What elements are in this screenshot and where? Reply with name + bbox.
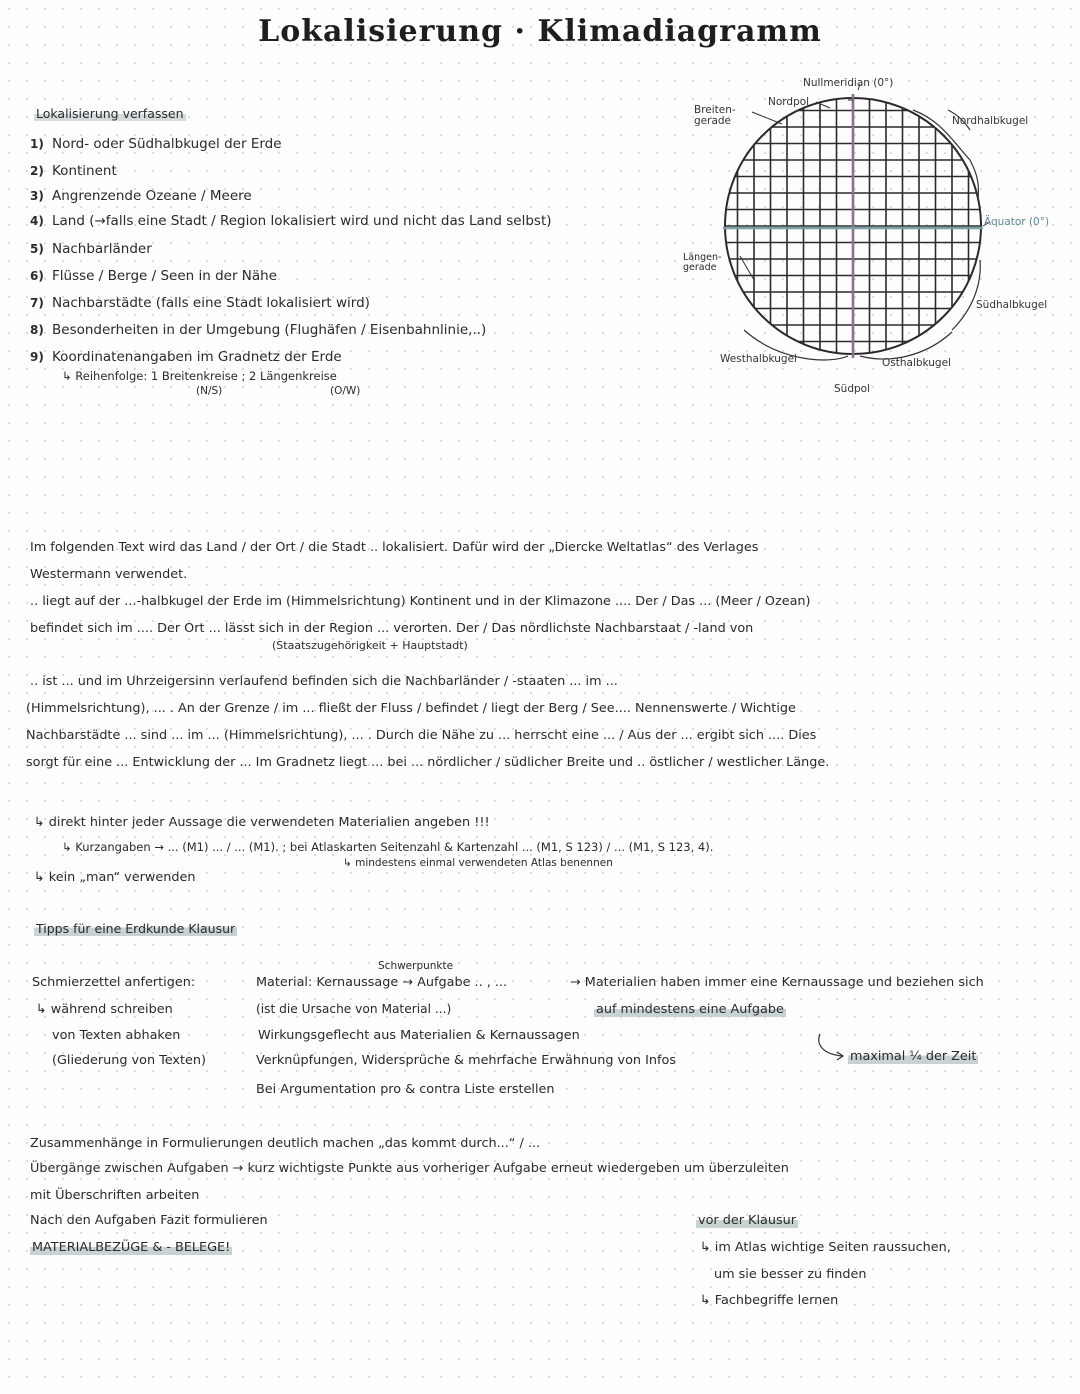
nullmeridian-label: Nullmeridian (0°): [803, 77, 894, 89]
template-line: (Himmelsrichtung), ... . An der Grenze / im ... fließt der Fluss / befindet / liegt der Berg / See.... Nennenswerte / Wichtige: [26, 701, 796, 716]
template-line: (Staatszugehörigkeit + Hauptstadt): [272, 639, 468, 652]
order-ow: (O/W): [330, 385, 361, 397]
list-item: 2) Kontinent: [30, 163, 117, 179]
laengengerade-label: Längen- gerade: [683, 252, 722, 273]
tips-text: Verknüpfungen, Widersprüche & mehrfache Erwähnung von Infos: [256, 1053, 676, 1068]
order-line: ↳ Reihenfolge: 1 Breitenkreise ; 2 Längenkreise: [62, 369, 337, 383]
tips-text: (Gliederung von Texten): [52, 1053, 206, 1068]
nordhalbkugel-label: Nordhalbkugel: [952, 115, 1029, 127]
list-item: 1) Nord- oder Südhalbkugel der Erde: [30, 136, 282, 152]
suedpol-label: Südpol: [834, 383, 870, 395]
template-line: Im folgenden Text wird das Land / der Ort / die Stadt .. lokalisiert. Dafür wird der „Diercke Weltatlas“ des Verlages: [30, 540, 759, 555]
osthalbkugel-label: Osthalbkugel: [882, 357, 951, 369]
localization-heading: Lokalisierung verfassen: [36, 106, 184, 121]
tips-text: → Materialien haben immer eine Kernaussage und beziehen sich: [570, 975, 984, 990]
tips-text: Bei Argumentation pro & contra Liste erstellen: [256, 1082, 555, 1097]
template-line: Nachbarstädte ... sind ... im ... (Himmelsrichtung), ... . Durch die Nähe zu ... herrscht eine ... / Aus der ... ergibt sich .... Dies: [26, 728, 817, 743]
tips-text: Material: Kernaussage → Aufgabe .. , ...: [256, 975, 508, 990]
list-item: 7) Nachbarstädte (falls eine Stadt lokalisiert wird): [30, 295, 370, 311]
bottom-line: MATERIALBEZÜGE & - BELEGE!: [32, 1240, 231, 1255]
list-item: 9) Koordinatenangaben im Gradnetz der Erde: [30, 349, 342, 365]
before-exam-line: ↳ im Atlas wichtige Seiten raussuchen,: [700, 1240, 951, 1255]
template-line: .. liegt auf der ...-halbkugel der Erde im (Himmelsrichtung) Kontinent und in der Klimazone .... Der / Das ... (Meer / Ozean): [30, 594, 811, 609]
schwerpunkte-label: Schwerpunkte: [378, 960, 454, 972]
breitengerade-label: Breiten- gerade: [694, 104, 736, 127]
order-ns: (N/S): [196, 385, 223, 397]
template-line: sorgt für eine ... Entwicklung der ... Im Gradnetz liegt ... bei ... nördlicher / südlicher Breite und .. östlicher / westlicher Länge.: [26, 755, 830, 770]
tips-text: Schmierzettel anfertigen:: [32, 975, 196, 990]
template-line: befindet sich im .... Der Ort ... lässt sich in der Region ... verorten. Der / Das nördlichste Nachbarstaat / -land von: [30, 621, 754, 636]
tips-text: auf mindestens eine Aufgabe: [596, 1002, 784, 1017]
tips-text: maximal ¼ der Zeit: [850, 1049, 977, 1064]
note-line: ↳ Kurzangaben → ... (M1) ... / ... (M1). ; bei Atlaskarten Seitenzahl & Kartenzahl ... (M1, S 123) / ... (M1, S 123, 4).: [62, 840, 714, 854]
tips-heading: Tipps für eine Erdkunde Klausur: [36, 921, 236, 936]
tips-text: (ist die Ursache von Material ...): [256, 1002, 452, 1016]
list-item: 4) Land (→falls eine Stadt / Region lokalisiert wird und nicht das Land selbst): [30, 213, 552, 229]
curved-arrow-icon: [800, 1032, 850, 1062]
tips-text: ↳ während schreiben: [36, 1002, 173, 1017]
suedhalbkugel-label: Südhalbkugel: [976, 299, 1048, 311]
page-title: Lokalisierung · Klimadiagramm: [258, 14, 822, 49]
bottom-line: Übergänge zwischen Aufgaben → kurz wichtigste Punkte aus vorheriger Aufgabe erneut wiedergeben um überzuleiten: [30, 1161, 789, 1176]
before-exam-line: ↳ Fachbegriffe lernen: [700, 1293, 839, 1308]
bottom-line: Zusammenhänge in Formulierungen deutlich machen „das kommt durch...“ / ...: [30, 1136, 541, 1151]
westhalbkugel-label: Westhalbkugel: [720, 353, 797, 365]
template-line: Westermann verwendet.: [30, 567, 188, 582]
nordpol-label: Nordpol: [768, 96, 810, 108]
list-item: 6) Flüsse / Berge / Seen in der Nähe: [30, 268, 278, 284]
template-line: .. ist ... und im Uhrzeigersinn verlaufend befinden sich die Nachbarländer / -staaten ... im ...: [30, 674, 618, 689]
tips-text: Wirkungsgeflecht aus Materialien & Kernaussagen: [258, 1028, 580, 1043]
bottom-line: mit Überschriften arbeiten: [30, 1188, 200, 1203]
bottom-line: Nach den Aufgaben Fazit formulieren: [30, 1213, 268, 1228]
list-item: 3) Angrenzende Ozeane / Meere: [30, 188, 252, 204]
list-item: 5) Nachbarländer: [30, 241, 152, 257]
list-item: 8) Besonderheiten in der Umgebung (Flughäfen / Eisenbahnlinie,..): [30, 322, 487, 338]
tips-text: von Texten abhaken: [52, 1028, 181, 1043]
before-exam-line: um sie besser zu finden: [714, 1267, 867, 1282]
note-line: ↳ mindestens einmal verwendeten Atlas benennen: [343, 857, 613, 869]
note-line: ↳ kein „man“ verwenden: [34, 870, 196, 885]
aequator-label: Äquator (0°): [984, 216, 1050, 228]
note-line: ↳ direkt hinter jeder Aussage die verwendeten Materialien angeben !!!: [34, 815, 490, 830]
globe-drawing: [690, 80, 1080, 400]
before-exam-heading: vor der Klausur: [698, 1213, 796, 1228]
